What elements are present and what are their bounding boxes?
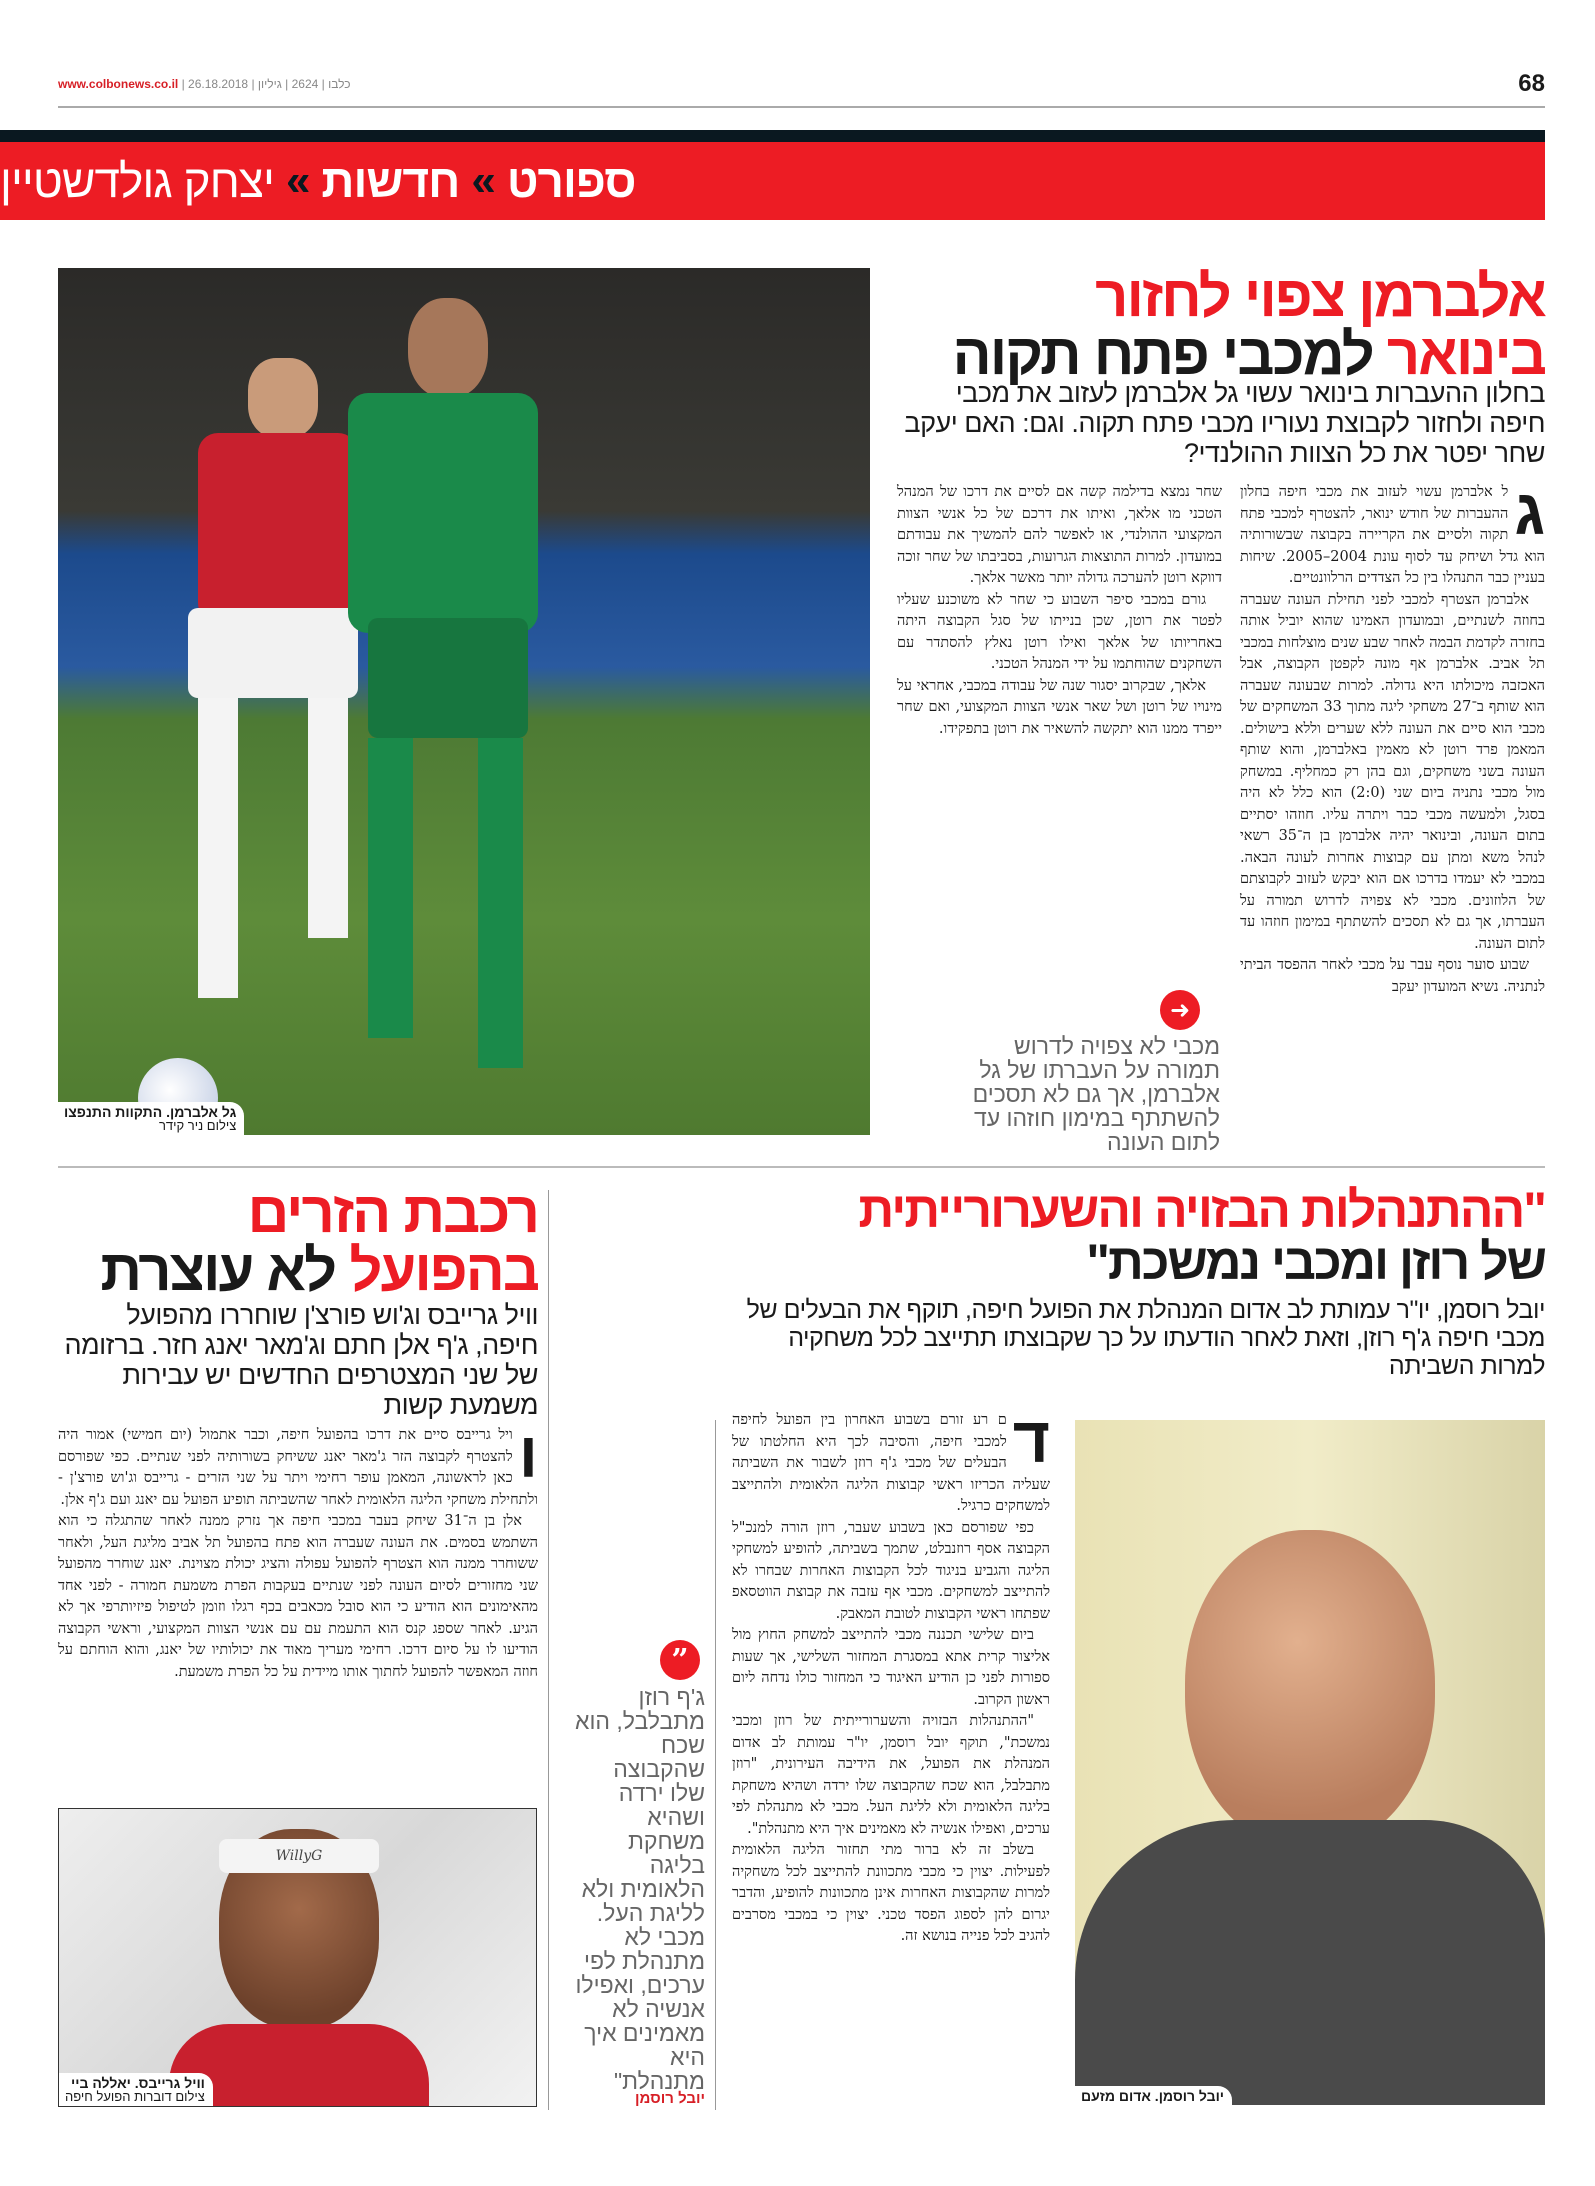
graves-photo	[58, 1808, 537, 2107]
chevron-left-icon: »	[471, 156, 495, 205]
page-number: 68	[1518, 70, 1545, 97]
paragraph: בשלב זה לא ברור מתי תחזור הליגה הלאומית לפעילות. יצוין כי מכבי מתכוונת להתייצב לכל משחקיה למרות שהקבוצות האחרות אינן מתכוונות להופיע, והדבר יגרום להן לספוג הפסד טכני. יצוין כי במכבי מסרבים להגיב לכל פנייה בנושא זה.	[732, 1842, 1050, 1944]
chevron-left-icon: »	[285, 156, 310, 205]
headband: WillyG	[219, 1839, 379, 1873]
paragraph: כפי שפורסם כאן בשבוע שעבר, רוזן הורה למנכ"ל הקבוצה אסף רוזנבלט, שתמך בשביתה, להופיע למשחקי הליגה והגביע בניגוד לכל הקבוצות האחרות שבחרו לא להתייצב למשחקים. מכבי אף עזבה את קבוצת הווטסאפ שפתחו ראשי הקבוצות לטובת המאבק.	[732, 1519, 1050, 1622]
arrow-right-icon: ➜	[1160, 990, 1200, 1030]
subsection-label: חדשות	[321, 155, 460, 207]
pull-quote-author: יובל רוסמן	[634, 2090, 705, 2107]
header-rule	[58, 106, 1545, 108]
rosman-photo	[1075, 1420, 1545, 2105]
headline-red-part: בינואר	[1386, 322, 1545, 387]
article1-headline	[880, 264, 1545, 387]
caption-title: גל אלברמן. התקוות התנפצו	[64, 1104, 237, 1120]
photo-caption	[58, 1102, 244, 1135]
column-divider	[548, 1190, 549, 2110]
article1-deck: בחלון ההעברות בינואר עשוי גל אלברמן לעזוב את מכבי חיפה ולחזור לקבוצת נעוריו מכבי פתח תקוה. וגם: האם יעקב שחר יפטר את כל הצוות ההולנדי?	[904, 378, 1545, 468]
section-bar	[0, 142, 1545, 220]
article1-column-2	[897, 482, 1222, 740]
headline-red-part: בהפועל	[349, 1238, 538, 1303]
drop-cap: ג	[1514, 476, 1545, 548]
article3-headline	[58, 1180, 538, 1303]
paragraph: אלן בן ה־31 שיחק בעבר במכבי חיפה אך נזרק ממנה לאחר שהתגלה כי הוא השתמש בסמים. את העונה שעברה הוא פתח בהפועל תל אביב מליגת העל, ולאחר ששוחרר ממנה הוא הצטרף להפועל עפולה והציג יכולת מצוינת. יאנג שוחרר מהפועל שני מחזורים לסיום העונה לפני שנתיים בעקבות הפרת משמעת חמורה - לפני אחד מהאימונים הוא הודיע כי הוא סובל מכאבים בכף רגלו וזומן לטיפול פיזיותרפי אך לא הגיע. לאחר שספג קנס הוא התעמת עם עם אנשי הצוות המקצועי, וראשי הקבוצה הודיעו לו על סיום דרכו. רחימי מעריך מאוד את יכולותיו של יאנג, והוא הוחתם על חוזה המאפשר להפועל לחתוך אותו מיידית על כל הפרת משמעת.	[58, 1513, 538, 1680]
photo-credit: צילום דוברות הפועל חיפה	[65, 2089, 205, 2104]
masthead-line	[58, 77, 351, 91]
headline-line-1: אלברמן צפוי לחזור	[1095, 264, 1545, 329]
paragraph: ביום שלישי תכננה מכבי להתייצב למשחק החוץ מול אליצור קרית אתא במסגרת המחזור השלישי, אך שעות ספורות לפני כן הודיע האיגוד כי המחזור כולו נדחה ליום ראשון הקרוב.	[732, 1627, 1050, 1708]
credit-label: צילום	[206, 1118, 237, 1133]
article3-body	[58, 1419, 538, 1683]
section-divider	[58, 1166, 1545, 1168]
portrait-shirt	[1075, 1820, 1545, 2105]
headline-line-2: של רוזן ומכבי נמשכת"	[1086, 1234, 1545, 1290]
article2-headline	[700, 1184, 1545, 1288]
football-photo	[58, 268, 870, 1135]
article3-deck: וויל גרייבס וג'וש פורצ'ן שוחררו מהפועל חיפה, ג'ף אלן חתם וג'מאר יאנג חזר. ברזומה של שני המצטרפים החדשים יש עבירות משמעת קשות	[64, 1300, 538, 1420]
article1-column-1	[1240, 476, 1546, 998]
article2-body	[732, 1404, 1050, 1948]
column-divider	[715, 1420, 716, 2110]
site-link[interactable]: www.colbonews.co.il	[58, 77, 179, 91]
article2-deck: יובל רוסמן, יו"ר עמותת לב אדום המנהלת את הפועל חיפה, תוקף את הבעלים של מכבי חיפה ג'ף רוזן, וזאת לאחר הודעתו על כך שקבוצתו תתייצב לכל משחקיה למרות השביתה	[746, 1296, 1545, 1380]
headline-line-1: רכבת הזרים	[247, 1180, 538, 1245]
dark-band	[0, 130, 1545, 142]
paragraph: שחר נמצא בדילמה קשה אם לסיים את דרכו של המנהל הטכני מו אלאך, ואיתו את דרכם של כל אנשי הצוות המקצועי ההולנדי, או לאפשר להם להמשיך את עבודתם במועדון. למרות התוצאות הגרועות, בסביבתו של שחר זוכה דווקא רוטן להערכה גדולה יותר מאשר אלאך.	[897, 484, 1222, 586]
headline-black-part: למכבי פתח תקוה	[952, 322, 1373, 387]
paragraph: ל אלברמן עשוי לעזוב את מכבי חיפה בחלון ההעברות של חודש ינואר, להצטרף למכבי פתח תקוה ולסיים את הקריירה בקבוצה שבשורותיה הוא גדל ושיחק עד לסוף עונת 2004–2005. שיחות בעניין כבר התנהלו בין כל הצדדים הרלוונטיים.	[1240, 484, 1545, 586]
headline-line-1: "ההתנהלות הבזויה והשערורייתית	[858, 1182, 1545, 1238]
portrait-head	[1185, 1530, 1435, 1850]
headline-black-part: לא עוצרת	[100, 1238, 336, 1303]
quote-marks-icon: ”	[660, 1640, 700, 1680]
paragraph: ויל גרייבס סיים את דרכו בהפועל חיפה, וכבר אתמול (יום חמישי) אמור היה להצטרף לקבוצה הזר ג'מאר יאנג ששיחק בשורותיה לפני שנתיים. כפי שפורסם כאן לראשונה, המאמן עופר רחימי ויתר על שני הזרים - גרייבס וג'וש פורצ'ן - ולתחילת משחקי הליגה הלאומית לאחר שהשביתה תופיע הפועל עם יאנג ועם ג'ף אלן.	[58, 1427, 538, 1508]
photo-caption	[59, 2073, 213, 2106]
credit-name: ניר קידר	[158, 1118, 204, 1133]
paragraph: ם רע זורם בשבוע האחרון בין הפועל לחיפה למכבי חיפה, והסיבה לכך היא החלטתו של הבעלים של מכבי ג'ף רוזן לשבור את השביתה שעליה הכריזו ראשי קבוצות הליגה הלאומית ולהתייצב למשחקים כרגיל.	[732, 1412, 1050, 1514]
paragraph: גורם במכבי סיפר השבוע כי שחר לא משוכנע שעליו לפטר את רוטן, שכן בנייתו של סגל הקבוצה היתה באחריותו של אלאך ואילו רוטן נאלץ להסתדר עם השחקנים שהוחתמו על ידי המנהל הטכני.	[897, 591, 1222, 672]
caption-title: וויל גרייבס. יאללה ביי	[71, 2075, 205, 2091]
photo-caption	[1075, 2086, 1232, 2105]
caption-title: יובל רוסמן. אדום מזעם	[1081, 2088, 1225, 2104]
article1-pull-quote: מכבי לא צפויה לדרוש תמורה על העברתו של גל אלברמן, אך גם לא תסכים להשתתף במימון חוזהו עד לתום העונה	[972, 1033, 1220, 1155]
issue-info: | כלבו | 2624 | גיליון | 26.18.2018	[181, 77, 351, 91]
paragraph: אלאך, שבקרוב יסגור שנה של עבודה במכבי, אחראי על מינויו של רוטן ושל שאר אנשי הצוות המקצועי, ואם שחר ייפרד ממנו הוא יתקשה להשאיר את רוטן בתפקידו.	[897, 677, 1222, 737]
player-green	[308, 298, 558, 1098]
author-name: יצחק גולדשטיין	[0, 155, 274, 207]
article2-pull-quote: ג'ף רוזן מתבלבל, הוא שכח שהקבוצה שלו ירדה ושהיא משחקת בליגה הלאומית ולא לליגת העל. מכבי לא מתנהלת לפי ערכים, ואפילו אנשיה לא מאמינים איך היא מתנהלת"	[575, 1684, 705, 2094]
paragraph: "ההתנהלות הבזויה והשערורייתית של רוזן ומכבי נמשכת", תוקף יובל רוסמן, יו"ר עמותת לב אדום המנהלת את הפועל, את הידיבה העירונית, "רוזן מתבלבל, הוא שכח שהקבוצה שלו ירדה ושהיא משחקת בליגה הלאומית ולא לליגת העל. מכבי לא מתנהלת לפי ערכים, ואפילו אנשיה לא מאמינים איך היא מתנהלת".	[732, 1713, 1050, 1837]
drop-cap: ו	[518, 1419, 538, 1491]
paragraph: שבוע סוער נוסף עבר על מכבי לאחר ההפסד הביתי לנתניה. נשיא המועדון יעקב	[1240, 957, 1545, 995]
drop-cap: ד	[1012, 1404, 1050, 1476]
paragraph: אלברמן הצטרף למכבי לפני תחילת העונה שעברה בחוזה לשנתיים, ובמועדון האמינו שהוא יוביל אותה בחזרה לקדמת הבמה לאחר שבע שנים מוצלחות במכבי תל אביב. אלברמן אף מונה לקפטן הקבוצה, אבל האכזבה מיכולתו היא גדולה. למרות שבעונה שעברה הוא שותף ב־27 משחקי ליגה מתוך 33 המשחקים של מכבי הוא סיים את העונה ללא שערים וללא בישולים. המאמן פרד רוטן לא מאמין באלברמן, והוא שותף העונה בשני משחקים, וגם בהן רק כמחליף. במשחק מול מכבי נתניה ביום שני (2:0) הוא כלל לא היה בסגל, ולמעשה מכבי כבר ויתרה עליו. חוזהו יסתיים בתום העונה, ובינואר יהיה אלברמן בן ה־35 רשאי לנהל משא ומתן עם קבוצות אחרות לעונה הבאה. במכבי לא יעמדו בדרכו אם הוא יבקש לעזוב לקבוצתם של הלוזונים. מכבי לא צפויה לדרוש תמורה על העברתו, אך גם לא תסכים להשתתף במימון חוזהו עד לתום העונה.	[1240, 591, 1546, 952]
section-label: ספורט	[506, 155, 636, 207]
